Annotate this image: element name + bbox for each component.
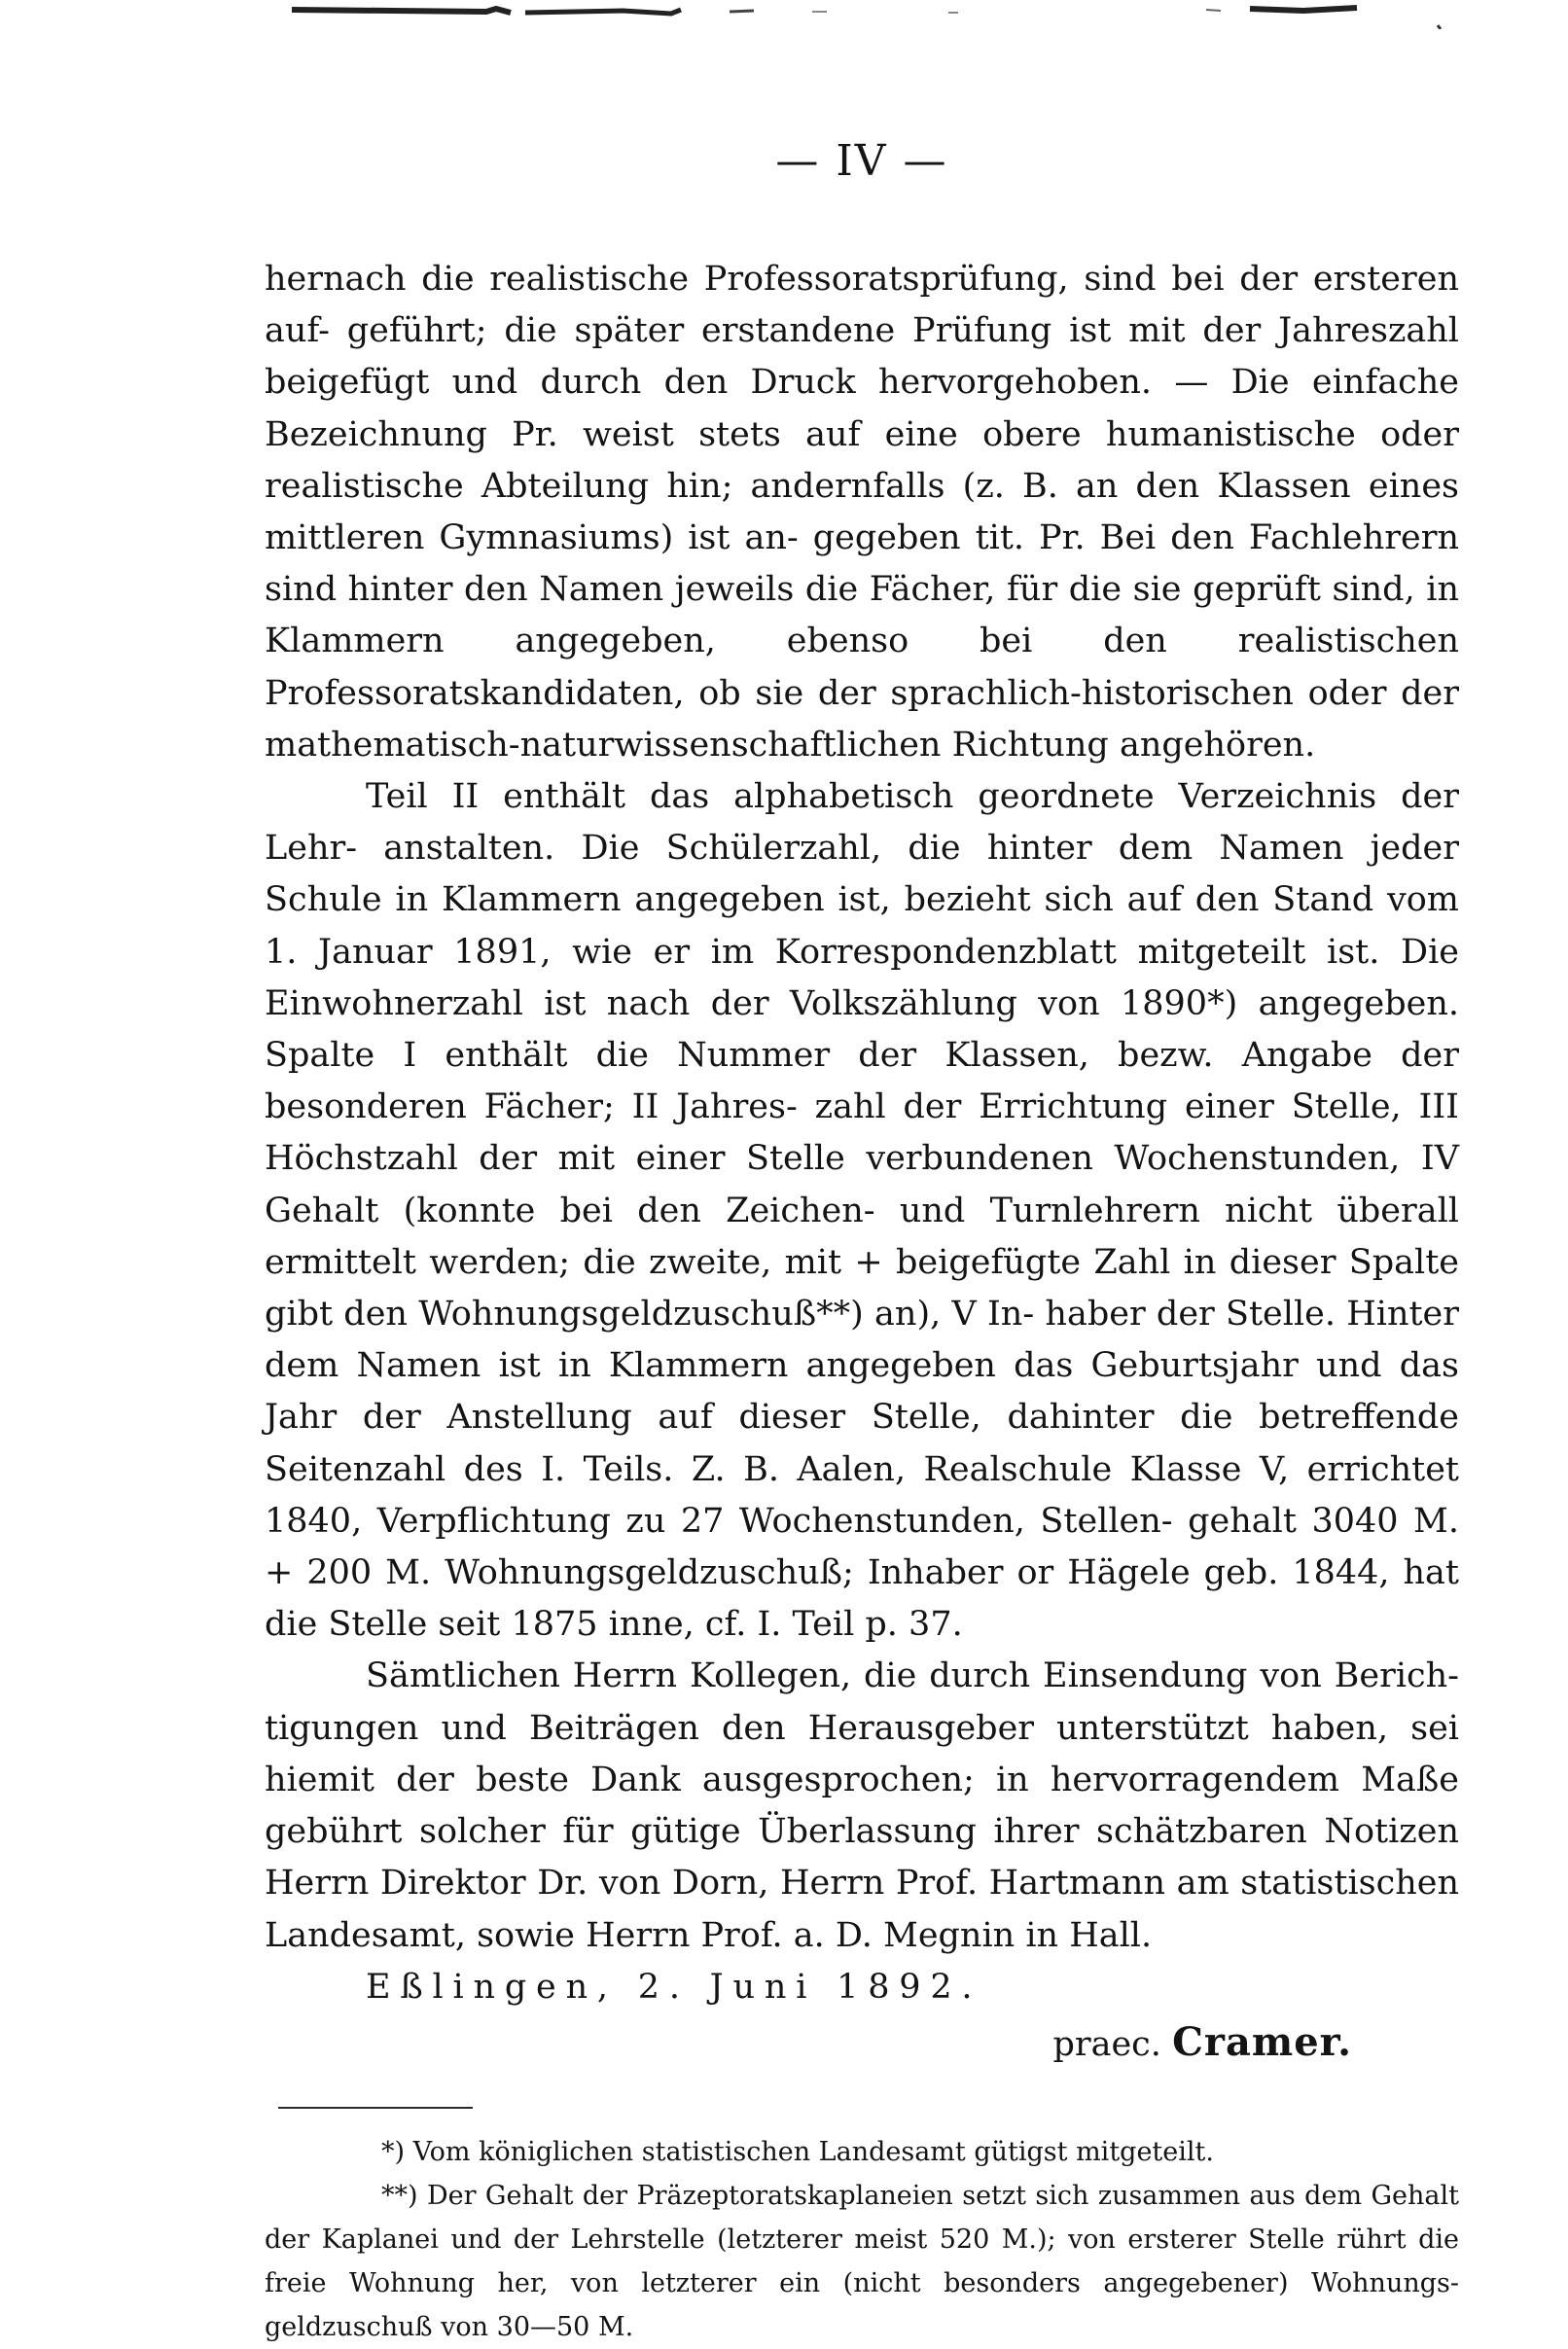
footnote-1: *) Vom königlichen statistischen Landesamt gütigst mitgeteilt. xyxy=(381,2136,1214,2167)
scan-edge-marks xyxy=(0,0,1568,29)
place-and-date: Eßlingen, 2. Juni 1892. xyxy=(366,1967,982,2007)
paragraph-part-two: Teil II enthält das alphabetisch geordnete Verzeichnis der Lehr- anstalten. Die Schülerzahl, die hinter dem Namen jeder Schule in Klammern angegeben ist, bezieht sich auf den Stand vom 1. Januar 1891, wie er im Korrespondenzblatt mitgeteilt ist. Die Einwohnerzahl ist nach der Volkszählung von 1890*) angegeben. Spalte I enthält die Nummer der Klassen, bezw. Angabe der besonderen Fächer; II Jahres- zahl der Errichtung einer Stelle, III Höchstzahl der mit einer Stelle verbundenen Wochenstunden, IV Gehalt (konnte bei den Zeichen- und Turnlehrern nicht überall ermittelt werden; die zweite, mit + beigefügte Zahl in dieser Spalte gibt den Wohnungsgeldzuschuß**) an), V In- haber der Stelle. Hinter dem Namen ist in Klammern angegeben das Geburtsjahr und das Jahr der Anstellung auf dieser Stelle, dahinter die betreffende Seitenzahl des I. Teils. Z. B. Aalen, Realschule Klasse V, errichtet 1840, Verpflichtung zu 27 Wochenstunden, Stellen- gehalt 3040 M. + 200 M. Wohnungsgeldzuschuß; Inhaber or Hägele geb. 1844, hat die Stelle seit 1875 inne, cf. I. Teil p. 37. xyxy=(265,777,1459,1645)
signature-line xyxy=(265,2013,1459,2074)
document-page xyxy=(265,136,1459,2349)
footnote-2: **) Der Gehalt der Präzeptoratskaplaneien setzt sich zusammen aus dem Gehalt der Kaplanei und der Lehrstelle (letzterer meist 520 M.); von ersterer Stelle rührt die freie Wohnung her, von letzterer ein (nicht besonders angegebener) Wohnungs- geldzuschuß von 30—50 M. xyxy=(265,2180,1459,2342)
footnote-divider xyxy=(278,2107,473,2109)
signature-prefix: praec. xyxy=(1052,2024,1161,2064)
page-number: — IV — xyxy=(775,136,948,186)
signature-name: Cramer. xyxy=(1172,2018,1352,2065)
paragraph-acknowledgements: Sämtlichen Herrn Kollegen, die durch Einsendung von Berich- tigungen und Beiträgen den Herausgeber unterstützt haben, sei hiemit der beste Dank ausgesprochen; in hervorragendem Maße gebührt solcher für gütige Überlassung ihrer schätzbaren Notizen Herrn Direktor Dr. von Dorn, Herrn Prof. Hartmann am statistischen Landesamt, sowie Herrn Prof. a. D. Megnin in Hall. xyxy=(265,1656,1459,1955)
paragraph-part-one-continuation: hernach die realistische Professoratsprüfung, sind bei der ersteren auf- geführt; die später erstandene Prüfung ist mit der Jahreszahl beigefügt und durch den Druck hervorgehoben. — Die einfache Bezeichnung Pr. weist stets auf eine obere humanistische oder realistische Abteilung hin; andernfalls (z. B. an den Klassen eines mittleren Gymnasiums) ist an- gegeben tit. Pr. Bei den Fachlehrern sind hinter den Namen jeweils die Fächer, für die sie geprüft sind, in Klammern angegeben, ebenso bei den realistischen Professoratskandidaten, ob sie der sprachlich-historischen oder der mathematisch-naturwissenschaftlichen Richtung angehören. xyxy=(265,260,1459,765)
